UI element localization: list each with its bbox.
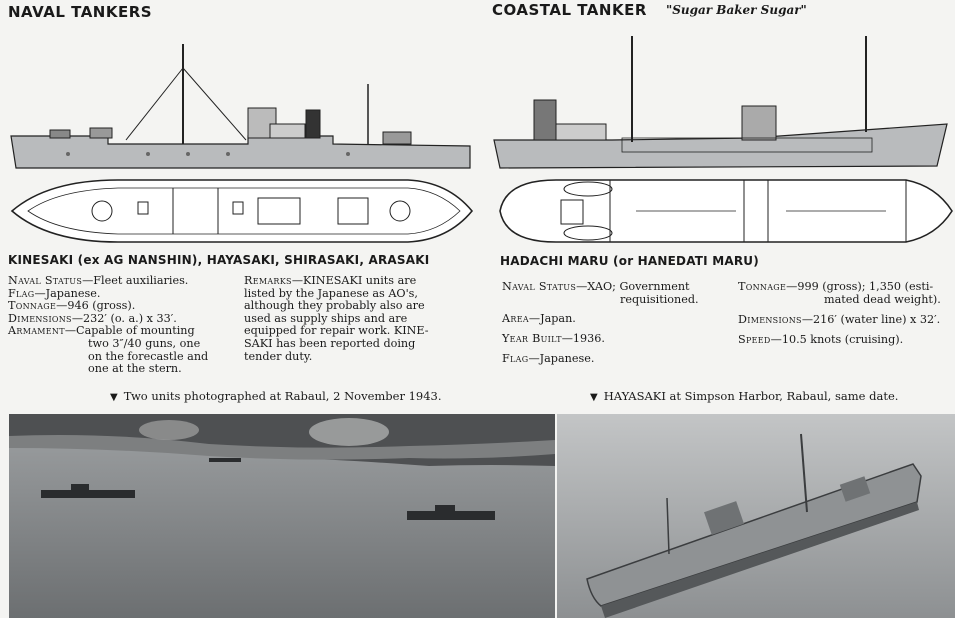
hadachi-maru-profile-drawing xyxy=(492,32,952,172)
spec-flag: Flag—Japanese. xyxy=(8,286,101,300)
left-photo-caption: ▼ Two units photographed at Rabaul, 2 November 1943. xyxy=(110,389,442,403)
spec-tonnage: Tonnage—946 (gross). xyxy=(8,299,136,313)
hayasaki-photo xyxy=(557,414,955,618)
coastal-tanker-heading: COASTAL TANKER xyxy=(492,1,647,19)
code-name-subheading: "Sugar Baker Sugar" xyxy=(666,3,807,17)
naval-tankers-heading: NAVAL TANKERS xyxy=(8,3,153,21)
hadachi-maru-specs-col1: Naval Status—XAO; Government requisitioned. Area—Japan. Year Built—1936. Flag—Japanese. xyxy=(502,280,699,365)
rabaul-harbor-photo xyxy=(9,414,555,618)
right-photo-caption: ▼ HAYASAKI at Simpson Harbor, Rabaul, same date. xyxy=(590,389,899,403)
kinesaki-class-title: KINESAKI (ex AG NANSHIN), HAYASAKI, SHIRASAKI, ARASAKI xyxy=(8,253,430,267)
kinesaki-remarks: Remarks—KINESAKI units are listed by the Japanese as AO's, although they probably also are used as supply ships and are equipped for repair work. KINE- SAKI has been reported doing tender duty. xyxy=(244,274,429,363)
hadachi-maru-deck-plan-drawing xyxy=(496,176,954,246)
triangle-down-icon: ▼ xyxy=(110,392,118,403)
spec-armament: Armament—Capable of mounting xyxy=(8,324,195,338)
triangle-down-icon: ▼ xyxy=(590,392,598,403)
kinesaki-profile-drawing xyxy=(8,40,474,175)
hadachi-maru-specs-col2: Tonnage—999 (gross); 1,350 (esti- mated dead weight). Dimensions—216′ (water line) x 32′. Speed—10.5 knots (cruising). xyxy=(738,280,941,346)
spec-naval-status: Naval Status—Fleet auxiliaries. xyxy=(8,274,189,287)
kinesaki-deck-plan-drawing xyxy=(8,176,474,246)
kinesaki-specs: Naval Status—Fleet auxiliaries. Flag—Japanese. Tonnage—946 (gross). Dimensions—232′ (o. a.) x 33′. Armament—Capable of mounting two 3″/40 guns, one on the forecastle and one at the stern. xyxy=(8,275,240,376)
spec-dimensions: Dimensions—232′ (o. a.) x 33′. xyxy=(8,311,177,325)
hadachi-maru-title: HADACHI MARU (or HANEDATI MARU) xyxy=(500,254,759,268)
